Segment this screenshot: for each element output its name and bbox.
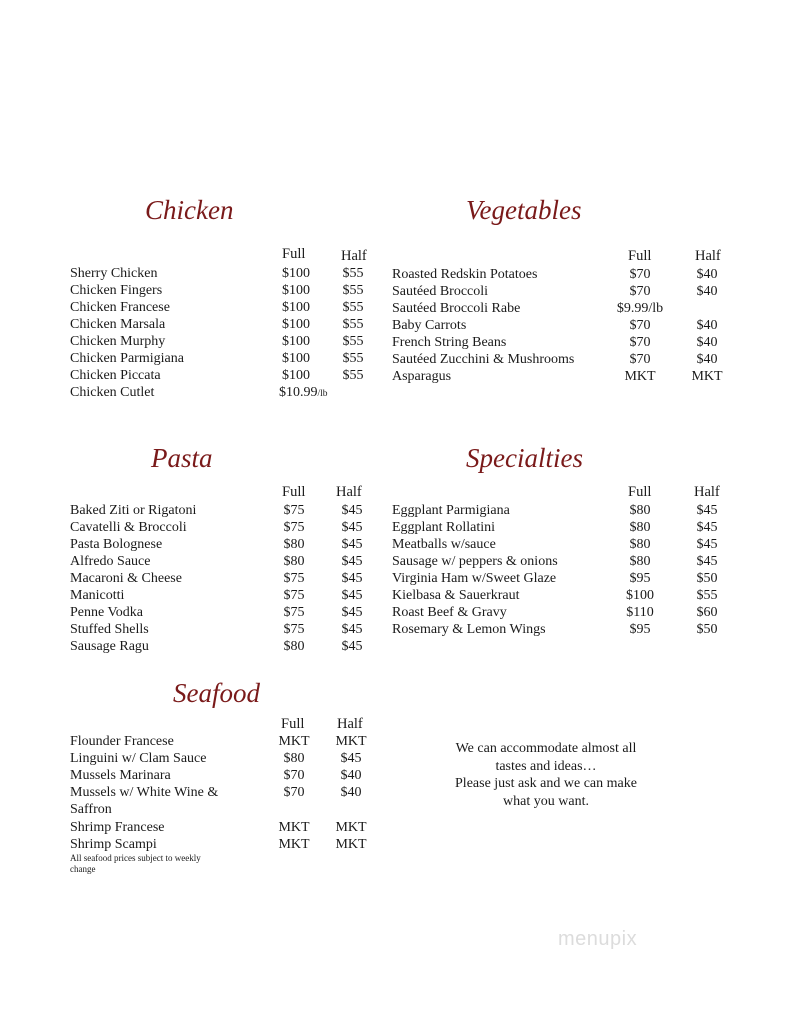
- item-half-price: $55: [342, 283, 364, 298]
- menu-item: [392, 587, 737, 604]
- menu-item: [392, 317, 737, 334]
- item-name: Mussels Marinara: [70, 768, 171, 783]
- item-name-continued: Saffron: [70, 802, 112, 817]
- menu-item: [70, 519, 390, 536]
- item-full-price: $9.99/lb: [616, 301, 664, 316]
- item-name: Sherry Chicken: [70, 266, 158, 281]
- item-half-price: $55: [342, 317, 364, 332]
- chicken-half-header: Half: [341, 248, 367, 264]
- item-name: Baked Ziti or Rigatoni: [70, 503, 197, 518]
- item-name: French String Beans: [392, 335, 507, 350]
- pasta-section: [70, 443, 390, 663]
- item-name: Chicken Fingers: [70, 283, 163, 298]
- item-half-price: $40: [340, 768, 362, 783]
- item-full-price: $70: [283, 768, 305, 783]
- item-full-price: $80: [283, 537, 305, 552]
- item-name: Penne Vodka: [70, 605, 143, 620]
- chicken-full-header: Full: [282, 246, 306, 262]
- seafood-price-note: [70, 853, 201, 875]
- item-half-price: $40: [696, 352, 718, 367]
- item-half-price: $45: [696, 503, 718, 518]
- item-name: Pasta Bolognese: [70, 537, 163, 552]
- seafood-half-header: Half: [337, 716, 363, 732]
- item-half-price: $45: [341, 554, 363, 569]
- vegetables-title: Vegetables: [466, 195, 582, 225]
- menu-item: [70, 587, 390, 604]
- item-full-price: MKT: [278, 734, 310, 749]
- item-half-price: $55: [342, 351, 364, 366]
- menu-item: [70, 819, 390, 836]
- item-name: Cavatelli & Broccoli: [70, 520, 187, 535]
- item-full-price: $75: [283, 503, 305, 518]
- item-full-price: $80: [629, 520, 651, 535]
- item-full-price: $75: [283, 571, 305, 586]
- item-full-price: $75: [283, 588, 305, 603]
- specialties-section: [392, 443, 737, 643]
- item-name: Eggplant Rollatini: [392, 520, 496, 535]
- pasta-half-header: Half: [336, 484, 362, 500]
- item-name: Chicken Parmigiana: [70, 351, 184, 366]
- item-full-price: $110: [626, 605, 654, 620]
- item-half-price: $55: [342, 266, 364, 281]
- item-half-price: $50: [696, 622, 718, 637]
- item-name: Chicken Cutlet: [70, 385, 155, 400]
- item-full-price: $80: [629, 503, 651, 518]
- menu-item: [70, 836, 390, 853]
- pasta-title: Pasta: [151, 443, 213, 473]
- accommodation-message: [430, 740, 662, 810]
- message-line: We can accommodate almost all: [455, 741, 637, 756]
- vegetables-full-header: Full: [628, 248, 652, 264]
- item-name: Sautéed Broccoli Rabe: [392, 301, 521, 316]
- specialties-half-header: Half: [694, 484, 720, 500]
- item-name: Chicken Marsala: [70, 317, 166, 332]
- item-name: Manicotti: [70, 588, 125, 603]
- menu-item: [392, 553, 737, 570]
- menu-item: [392, 266, 737, 283]
- chicken-section: [70, 195, 390, 410]
- item-full-price: $70: [629, 284, 651, 299]
- item-name: Asparagus: [392, 369, 452, 384]
- item-full-price: $100: [626, 588, 654, 603]
- item-full-price: $95: [629, 571, 651, 586]
- item-full-price: $100: [282, 300, 310, 315]
- item-full-price: $100: [282, 368, 310, 383]
- item-name: Baby Carrots: [392, 318, 467, 333]
- menu-item: [70, 784, 390, 801]
- item-half-price: $45: [341, 520, 363, 535]
- item-name: Sautéed Zucchini & Mushrooms: [392, 352, 575, 367]
- item-half-price: $55: [342, 334, 364, 349]
- menupix-watermark: menupix: [558, 928, 638, 950]
- item-name: Roasted Redskin Potatoes: [392, 267, 538, 282]
- seafood-title: Seafood: [173, 678, 260, 708]
- menu-item: [70, 767, 390, 784]
- item-half-price: $40: [340, 785, 362, 800]
- seafood-full-header: Full: [281, 716, 305, 732]
- item-name: Shrimp Francese: [70, 820, 165, 835]
- item-half-price: MKT: [691, 369, 723, 384]
- chicken-title: Chicken: [145, 195, 234, 225]
- vegetables-half-header: Half: [695, 248, 721, 264]
- menu-item: [70, 621, 390, 638]
- menu-item: [70, 801, 390, 818]
- item-half-price: $40: [696, 318, 718, 333]
- item-half-price: $55: [342, 368, 364, 383]
- menu-item: [392, 621, 737, 638]
- message-line: tastes and ideas…: [495, 758, 597, 774]
- item-name: Rosemary & Lemon Wings: [392, 622, 546, 637]
- item-name: Eggplant Parmigiana: [392, 503, 510, 518]
- specialties-title: Specialties: [466, 443, 583, 473]
- item-full-price: MKT: [624, 369, 656, 384]
- item-name: Mussels w/ White Wine &: [70, 785, 219, 800]
- item-full-price: $75: [283, 605, 305, 620]
- item-name: Sautéed Broccoli: [392, 284, 489, 299]
- menu-item: [70, 350, 390, 367]
- item-half-price: $55: [696, 588, 718, 603]
- menu-item: [392, 351, 737, 368]
- item-name: Chicken Francese: [70, 300, 170, 315]
- item-half-price: $55: [342, 300, 364, 315]
- item-half-price: MKT: [335, 837, 367, 852]
- item-full-price: [279, 384, 328, 403]
- item-half-price: $45: [341, 622, 363, 637]
- menu-item: [70, 750, 390, 767]
- item-full-price: $80: [629, 537, 651, 552]
- item-full-price: $100: [282, 317, 310, 332]
- item-full-price: $70: [629, 318, 651, 333]
- item-full-price: $70: [629, 352, 651, 367]
- item-full-price: MKT: [278, 837, 310, 852]
- menu-item: [70, 367, 390, 384]
- menu-item: [70, 553, 390, 570]
- item-name: Meatballs w/sauce: [392, 537, 496, 552]
- item-full-price: $95: [629, 622, 651, 637]
- item-half-price: $40: [696, 267, 718, 282]
- item-half-price: $40: [696, 284, 718, 299]
- item-half-price: $45: [341, 503, 363, 518]
- item-name: Sausage w/ peppers & onions: [392, 554, 558, 569]
- item-full-price: $70: [629, 267, 651, 282]
- item-half-price: $45: [341, 571, 363, 586]
- item-half-price: $40: [696, 335, 718, 350]
- item-half-price: $45: [341, 605, 363, 620]
- item-name: Chicken Murphy: [70, 334, 166, 349]
- specialties-full-header: Full: [628, 484, 652, 500]
- seafood-section: [70, 678, 390, 883]
- item-name: Sausage Ragu: [70, 639, 149, 654]
- message-line: Please just ask and we can make: [455, 776, 637, 791]
- item-name: Macaroni & Cheese: [70, 571, 182, 586]
- item-name: Stuffed Shells: [70, 622, 149, 637]
- menu-item: [70, 333, 390, 350]
- item-full-price: $80: [283, 554, 305, 569]
- note-line: All seafood prices subject to weekly: [70, 853, 201, 863]
- item-full-price: $80: [629, 554, 651, 569]
- menu-item: [392, 536, 737, 553]
- item-name: Shrimp Scampi: [70, 837, 157, 852]
- item-half-price: $45: [696, 520, 718, 535]
- item-name: Kielbasa & Sauerkraut: [392, 588, 520, 603]
- menu-item: [70, 733, 390, 750]
- menu-item: [70, 604, 390, 621]
- item-full-price: $70: [283, 785, 305, 800]
- vegetables-section: [392, 195, 737, 395]
- item-full-price: $100: [282, 266, 310, 281]
- item-half-price: $45: [696, 537, 718, 552]
- menu-item: [392, 519, 737, 536]
- menu-item: [70, 316, 390, 333]
- item-half-price: $60: [696, 605, 718, 620]
- item-name: Roast Beef & Gravy: [392, 605, 507, 620]
- pasta-full-header: Full: [282, 484, 306, 500]
- item-half-price: $50: [696, 571, 718, 586]
- menu-item: [70, 265, 390, 282]
- menu-item: [392, 502, 737, 519]
- message-line: what you want.: [503, 793, 589, 809]
- menu-item: [392, 570, 737, 587]
- price-value: $10.99: [279, 385, 318, 400]
- item-name: Linguini w/ Clam Sauce: [70, 751, 207, 766]
- menu-item: [392, 368, 737, 385]
- item-full-price: $70: [629, 335, 651, 350]
- item-half-price: $45: [341, 639, 363, 654]
- item-name: Alfredo Sauce: [70, 554, 151, 569]
- item-half-price: MKT: [335, 734, 367, 749]
- item-half-price: $45: [696, 554, 718, 569]
- menu-item: [70, 570, 390, 587]
- price-unit: /lb: [317, 389, 328, 399]
- item-name: Chicken Piccata: [70, 368, 161, 383]
- item-name: Virginia Ham w/Sweet Glaze: [392, 571, 557, 586]
- item-half-price: $45: [341, 537, 363, 552]
- item-full-price: $100: [282, 334, 310, 349]
- menu-item: [392, 334, 737, 351]
- item-name: Flounder Francese: [70, 734, 174, 749]
- item-full-price: $75: [283, 520, 305, 535]
- item-half-price: $45: [341, 588, 363, 603]
- note-line: change: [70, 864, 96, 874]
- menu-item: [70, 502, 390, 519]
- menu-item: [392, 604, 737, 621]
- menu-item: [70, 638, 390, 655]
- menu-item: [392, 300, 737, 317]
- item-full-price: $100: [282, 351, 310, 366]
- menu-item: [70, 536, 390, 553]
- item-full-price: $80: [283, 639, 305, 654]
- menu-item: [70, 299, 390, 316]
- menu-item: [70, 384, 390, 401]
- menu-item: [392, 283, 737, 300]
- item-half-price: MKT: [335, 820, 367, 835]
- item-full-price: $100: [282, 283, 310, 298]
- item-full-price: MKT: [278, 820, 310, 835]
- item-half-price: $45: [340, 751, 362, 766]
- item-full-price: $75: [283, 622, 305, 637]
- item-full-price: $80: [283, 751, 305, 766]
- menu-item: [70, 282, 390, 299]
